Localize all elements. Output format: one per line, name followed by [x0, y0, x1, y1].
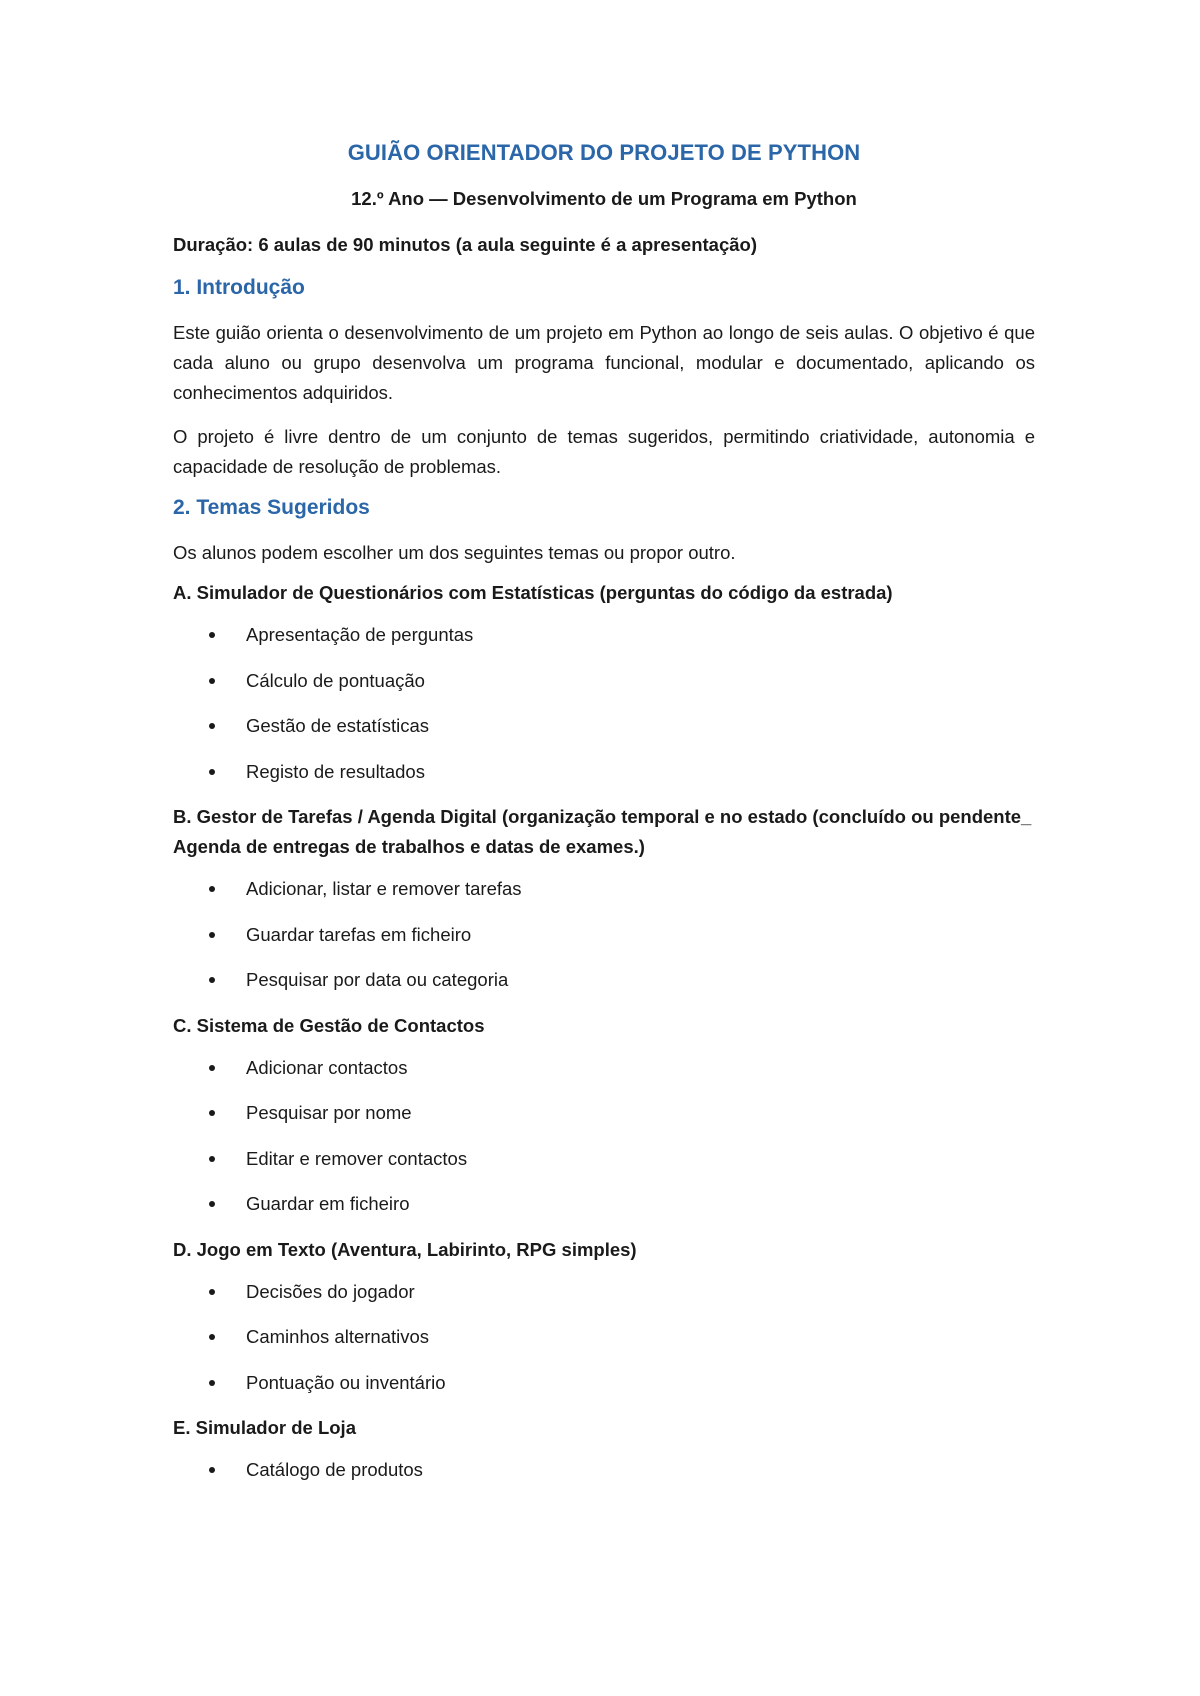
- list-item: [173, 1053, 1035, 1099]
- theme-e-list: [173, 1455, 1035, 1501]
- list-item: [173, 1277, 1035, 1323]
- intro-paragraph-2: O projeto é livre dentro de um conjunto de temas sugeridos, permitindo criatividade, autonomia e capacidade de resolução de problemas.: [173, 426, 1035, 477]
- bullet-icon: [209, 932, 215, 938]
- theme-b-list: [173, 874, 1035, 1011]
- list-item-text: Decisões do jogador: [246, 1280, 415, 1302]
- list-item: [173, 1368, 1035, 1414]
- document-title: GUIÃO ORIENTADOR DO PROJETO DE PYTHON: [347, 140, 861, 165]
- theme-a-title: A. Simulador de Questionários com Estatísticas (perguntas do código da estrada): [173, 582, 893, 603]
- list-item: [173, 757, 1035, 803]
- bullet-icon: [209, 1156, 215, 1162]
- bullet-icon: [209, 1065, 215, 1071]
- bullet-icon: [209, 1110, 215, 1116]
- list-item: [173, 711, 1035, 757]
- list-item-text: Guardar em ficheiro: [246, 1193, 410, 1214]
- list-item-text: Apresentação de perguntas: [246, 624, 474, 645]
- section-heading-themes: 2. Temas Sugeridos: [173, 496, 370, 519]
- list-item-text: Pontuação ou inventário: [246, 1371, 446, 1393]
- bullet-icon: [209, 769, 215, 775]
- list-item-text: Caminhos alternativos: [246, 1326, 430, 1347]
- bullet-icon: [209, 977, 215, 983]
- list-item: [173, 920, 1035, 966]
- bullet-icon: [209, 723, 215, 729]
- theme-d-title: D. Jogo em Texto (Aventura, Labirinto, RPG simples): [173, 1238, 637, 1260]
- list-item: [173, 1322, 1035, 1368]
- list-item: [173, 666, 1035, 712]
- document-subtitle: 12.º Ano — Desenvolvimento de um Programa em Python: [351, 188, 857, 209]
- list-item-text: Pesquisar por nome: [246, 1102, 412, 1123]
- section-heading-introduction: 1. Introdução: [173, 276, 305, 299]
- list-item: [173, 1189, 1035, 1235]
- duration-line: Duração: 6 aulas de 90 minutos (a aula seguinte é a apresentação): [173, 234, 757, 255]
- list-item: [173, 620, 1035, 666]
- list-item: [173, 1144, 1035, 1190]
- theme-a-list: [173, 620, 1035, 802]
- bullet-icon: [209, 1334, 215, 1340]
- theme-b-title: B. Gestor de Tarefas / Agenda Digital (organização temporal e no estado (concluído ou pendente_ Agenda de entregas de trabalhos e datas de exames.): [173, 806, 1032, 857]
- list-item-text: Gestão de estatísticas: [246, 715, 430, 736]
- list-item-text: Pesquisar por data ou categoria: [246, 969, 509, 990]
- list-item-text: Adicionar, listar e remover tarefas: [246, 878, 522, 899]
- bullet-icon: [209, 1380, 215, 1386]
- themes-intro-paragraph: Os alunos podem escolher um dos seguintes temas ou propor outro.: [173, 542, 736, 563]
- list-item-text: Catálogo de produtos: [246, 1459, 423, 1480]
- list-item-text: Adicionar contactos: [246, 1056, 408, 1078]
- list-item: [173, 1455, 1035, 1501]
- theme-c-title: C. Sistema de Gestão de Contactos: [173, 1014, 485, 1036]
- document-content: [173, 140, 1035, 1513]
- theme-d-list: [173, 1277, 1035, 1414]
- list-item-text: Editar e remover contactos: [246, 1147, 468, 1169]
- list-item-text: Cálculo de pontuação: [246, 669, 425, 691]
- bullet-icon: [209, 886, 215, 892]
- list-item-text: Guardar tarefas em ficheiro: [246, 923, 472, 945]
- theme-c-list: [173, 1053, 1035, 1235]
- theme-e-title: E. Simulador de Loja: [173, 1417, 356, 1438]
- bullet-icon: [209, 1467, 215, 1473]
- list-item: [173, 1098, 1035, 1144]
- bullet-icon: [209, 1201, 215, 1207]
- list-item: [173, 965, 1035, 1011]
- bullet-icon: [209, 1289, 215, 1295]
- list-item-text: Registo de resultados: [246, 760, 425, 782]
- bullet-icon: [209, 678, 215, 684]
- bullet-icon: [209, 632, 215, 638]
- intro-paragraph-1: Este guião orienta o desenvolvimento de um projeto em Python ao longo de seis aulas. O objetivo é que cada aluno ou grupo desenvolva um programa funcional, modular e documentado, aplicando os conhecimentos adquiridos.: [173, 322, 1035, 403]
- list-item: [173, 874, 1035, 920]
